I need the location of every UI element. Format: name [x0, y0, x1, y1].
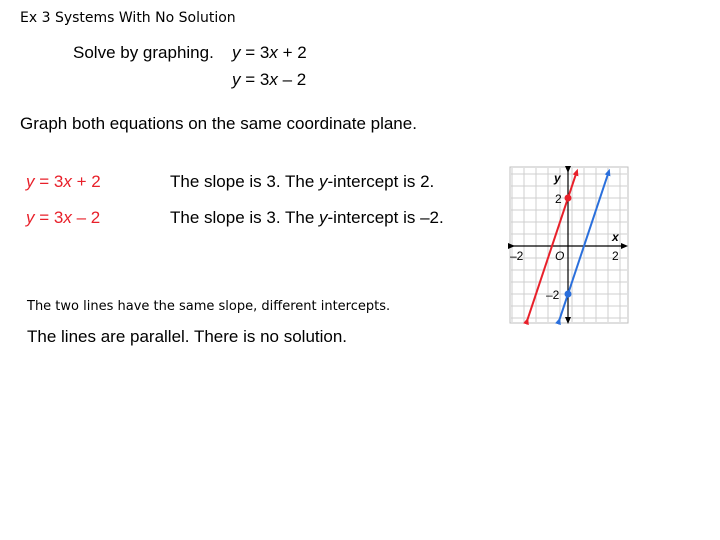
coordinate-graph: [508, 166, 630, 326]
graph-svg: [508, 166, 630, 326]
system-equation-2: y = 3x – 2: [232, 70, 307, 89]
x-axis-label: x: [612, 230, 619, 244]
intercept-point-2: [565, 291, 572, 298]
x-tick-label: –2: [510, 249, 524, 263]
y-tick-label: –2: [546, 288, 560, 302]
row-description-2: The slope is 3. The y-intercept is –2.: [170, 208, 444, 227]
slide-title: Ex 3 Systems With No Solution: [20, 10, 236, 26]
row-equation-1: y = 3x + 2: [26, 172, 101, 191]
origin-label: O: [555, 249, 565, 263]
system-equation-1: y = 3x + 2: [232, 43, 307, 62]
intercept-point-1: [565, 195, 572, 202]
graph-frame: [510, 167, 628, 323]
row-equation-2: y = 3x – 2: [26, 208, 101, 227]
conclusion-text: The lines are parallel. There is no solution.: [27, 327, 348, 346]
x-tick-label: 2: [612, 249, 619, 263]
prompt-text: Solve by graphing.: [73, 43, 214, 62]
row-description-1: The slope is 3. The y-intercept is 2.: [170, 172, 435, 191]
instruction-text: Graph both equations on the same coordinate plane.: [20, 114, 417, 133]
note-text: The two lines have the same slope, different intercepts.: [27, 299, 391, 314]
y-axis-label: y: [554, 171, 561, 185]
y-tick-label: 2: [555, 192, 562, 206]
